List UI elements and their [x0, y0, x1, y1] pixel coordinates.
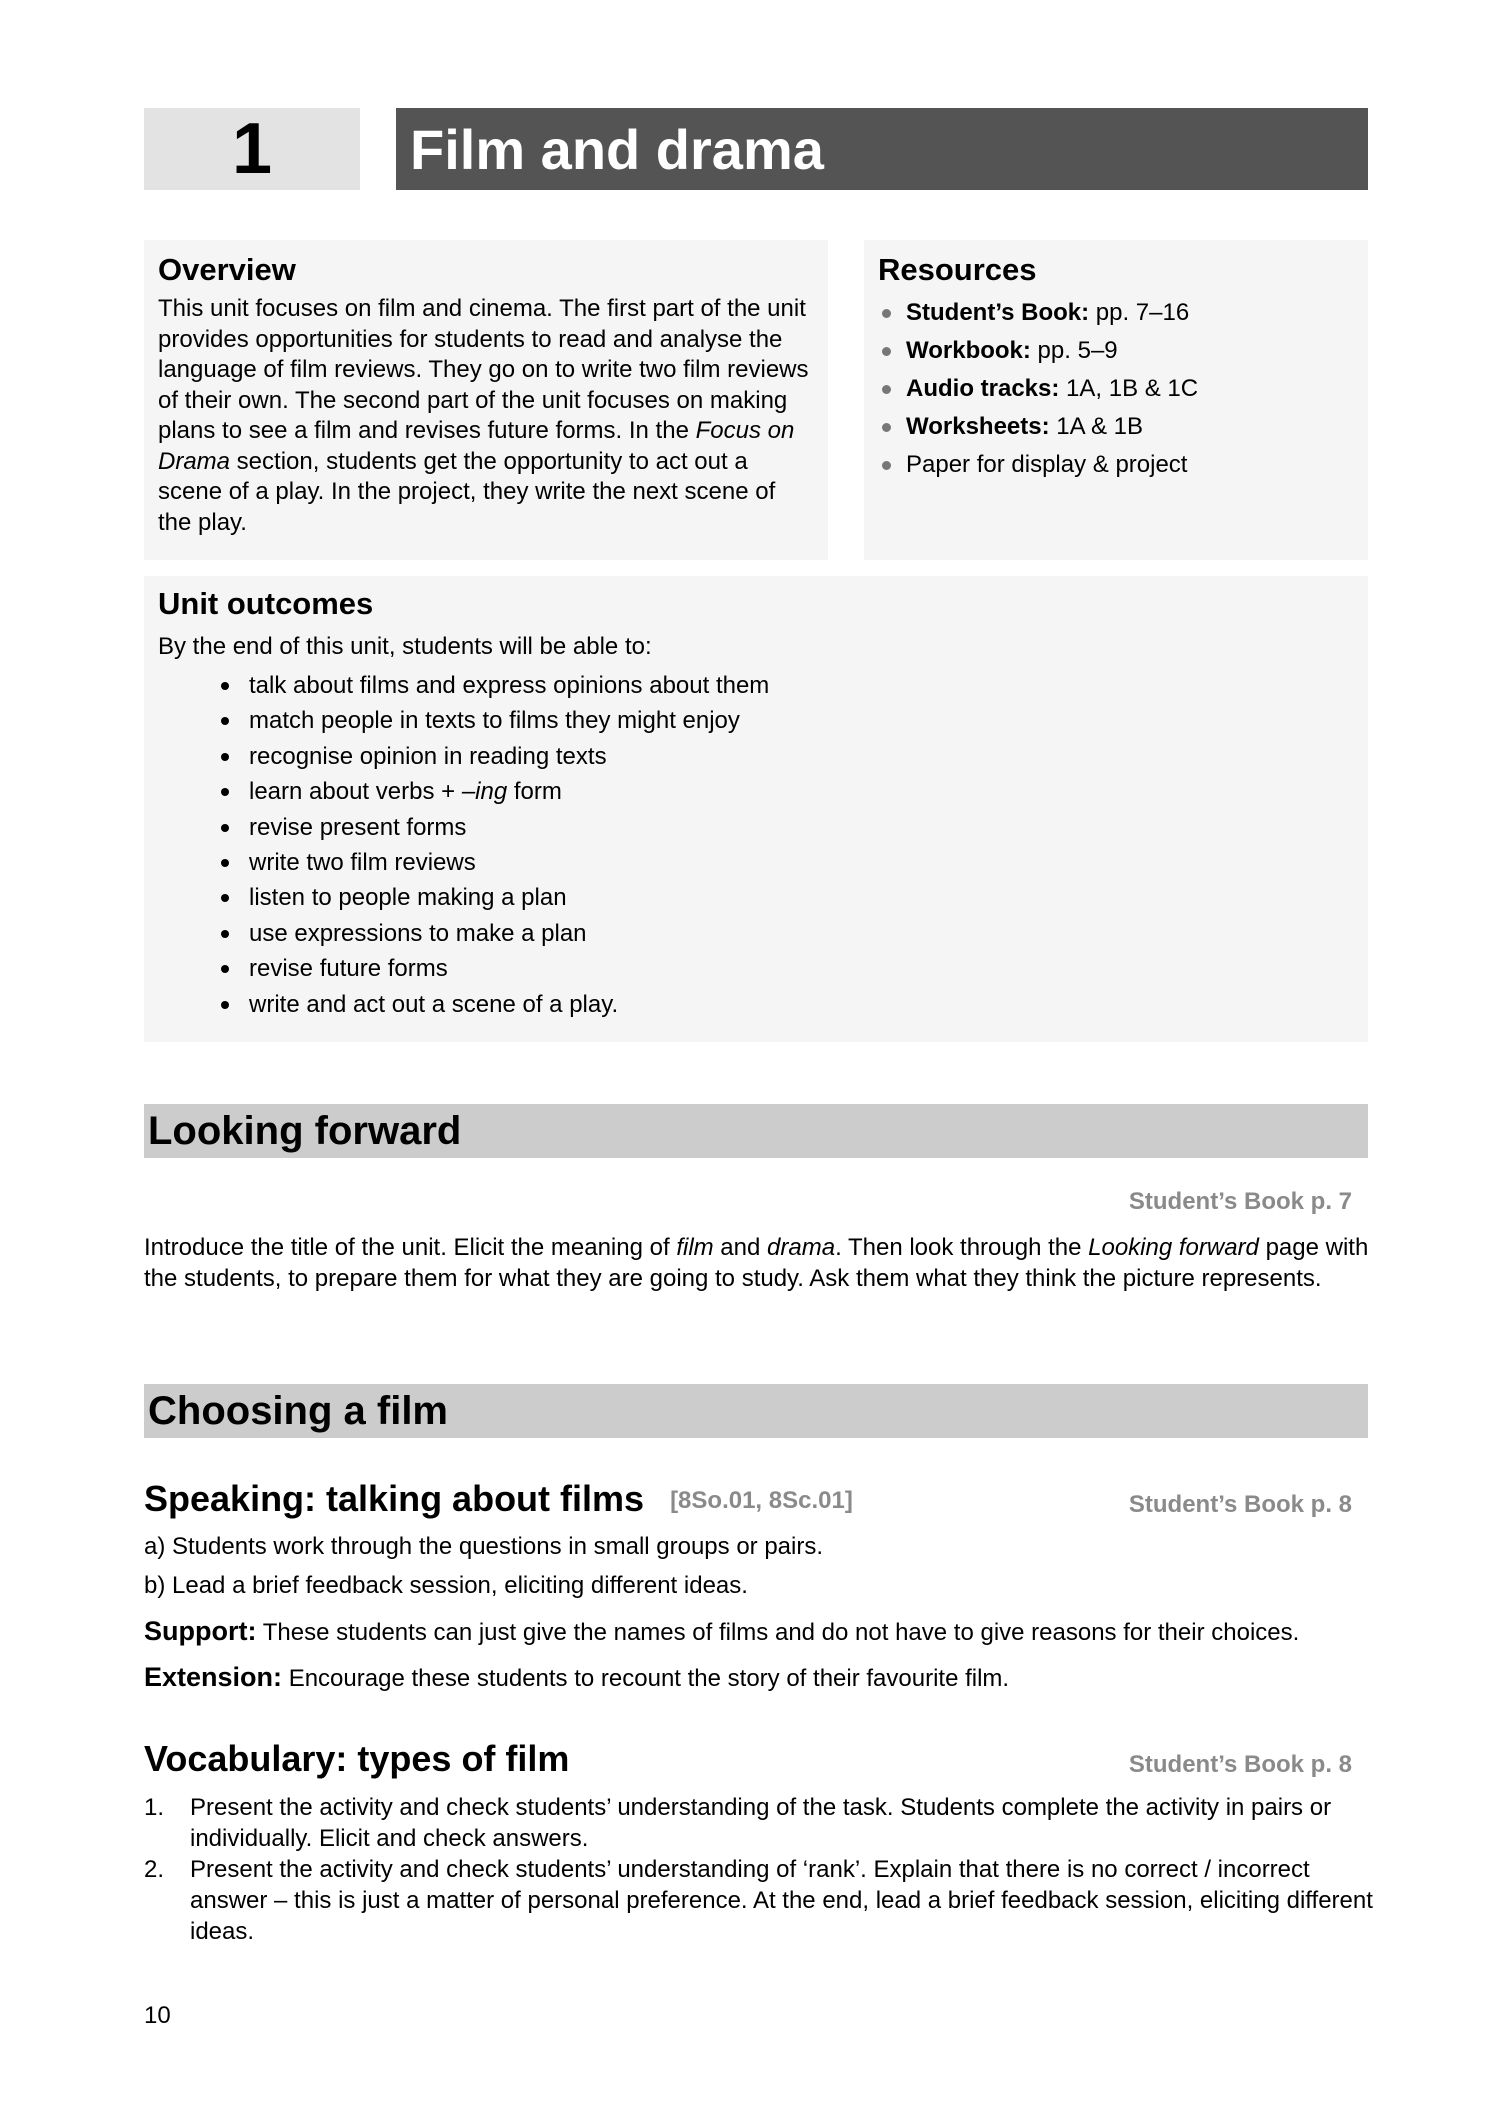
page-number: 10	[144, 2002, 171, 2029]
students-book-ref: Student’s Book p. 8	[1128, 1751, 1352, 1778]
list-item: listen to people making a plan	[158, 880, 1354, 915]
bullet-icon	[221, 894, 229, 902]
support-note: Support: These students can just give the names of films and do not have to give reasons for their choices.	[144, 1616, 1300, 1646]
list-item: Paper for display & project	[878, 446, 1354, 484]
unit-number: 1	[144, 108, 360, 190]
outcomes-box	[144, 576, 1368, 1042]
outcomes-list	[158, 668, 1354, 1022]
list-item: recognise opinion in reading texts	[158, 739, 1354, 774]
section-heading-looking-forward: Looking forward	[144, 1104, 1368, 1158]
list-item: write and act out a scene of a play.	[158, 987, 1354, 1022]
vocabulary-heading: Vocabulary: types of film	[144, 1738, 570, 1779]
bullet-icon	[221, 1001, 229, 1009]
bullet-icon	[221, 682, 229, 690]
vocabulary-steps	[144, 1792, 1374, 1947]
extension-note: Extension: Encourage these students to recount the story of their favourite film.	[144, 1662, 1010, 1692]
list-item: write two film reviews	[158, 845, 1354, 880]
bullet-icon	[221, 824, 229, 832]
bullet-icon	[221, 965, 229, 973]
bullet-icon	[882, 461, 891, 470]
bullet-icon	[221, 930, 229, 938]
bullet-icon	[221, 859, 229, 867]
students-book-ref: Student’s Book p. 8	[1128, 1491, 1352, 1518]
unit-title: Film and drama	[396, 108, 1368, 190]
list-item: 2. Present the activity and check students’ understanding of ‘rank’. Explain that there is no correct / incorrect answer – this is just a matter of personal preference. At the end, lead a brief feedback session, eliciting different ideas.	[144, 1856, 1373, 1945]
speaking-step-b: b) Lead a brief feedback session, eliciting different ideas.	[144, 1572, 748, 1599]
bullet-icon	[882, 309, 891, 318]
list-item: use expressions to make a plan	[158, 916, 1354, 951]
bullet-icon	[882, 347, 891, 356]
overview-text: This unit focuses on film and cinema. The first part of the unit provides opportunities for students to read and analyse the language of film reviews. They go on to write two film reviews of their own. The second part of the unit focuses on making plans to see a film and revises future forms. In the Focus on Drama section, students get the opportunity to act out a scene of a play. In the project, they write the next scene of the play.	[158, 295, 809, 536]
bullet-icon	[221, 753, 229, 761]
list-item: Student’s Book: pp. 7–16	[878, 294, 1354, 332]
list-item: match people in texts to films they might enjoy	[158, 703, 1354, 738]
overview-heading: Overview	[158, 252, 296, 287]
bullet-icon	[882, 385, 891, 394]
bullet-icon	[221, 717, 229, 725]
students-book-ref: Student’s Book p. 7	[1128, 1188, 1352, 1215]
outcomes-heading: Unit outcomes	[158, 586, 374, 621]
list-item: learn about verbs + –ing form	[158, 774, 1354, 809]
speaking-step-a: a) Students work through the questions in small groups or pairs.	[144, 1533, 824, 1560]
looking-forward-text: Introduce the title of the unit. Elicit the meaning of film and drama. Then look through the Looking forward page with the students, to prepare them for what they are going to study. Ask them what they think the picture represents.	[144, 1234, 1369, 1292]
list-item: talk about films and express opinions about them	[158, 668, 1354, 703]
list-item: Audio tracks: 1A, 1B & 1C	[878, 370, 1354, 408]
list-item: revise present forms	[158, 810, 1354, 845]
list-item: Workbook: pp. 5–9	[878, 332, 1354, 370]
resources-list	[878, 294, 1354, 484]
resources-box	[864, 240, 1368, 560]
bullet-icon	[882, 423, 891, 432]
list-item: Worksheets: 1A & 1B	[878, 408, 1354, 446]
section-heading-choosing-a-film: Choosing a film	[144, 1384, 1368, 1438]
list-item: 1. Present the activity and check students’ understanding of the task. Students complete the activity in pairs or individually. Elicit and check answers.	[144, 1794, 1332, 1852]
curriculum-code: [8So.01, 8Sc.01]	[670, 1487, 853, 1514]
resources-heading: Resources	[878, 252, 1037, 287]
outcomes-intro: By the end of this unit, students will be able to:	[158, 633, 652, 660]
list-item: revise future forms	[158, 951, 1354, 986]
overview-box	[144, 240, 828, 560]
speaking-heading: Speaking: talking about films [8So.01, 8Sc.01]	[144, 1478, 853, 1519]
bullet-icon	[221, 788, 229, 796]
